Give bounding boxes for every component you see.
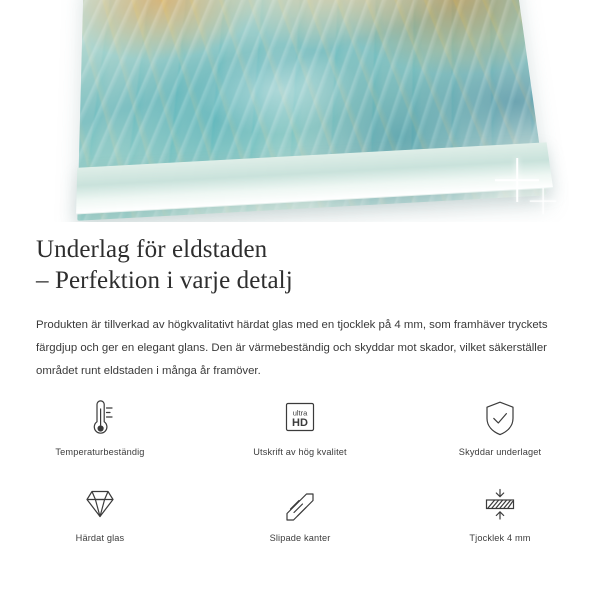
feature-label: Härdat glas xyxy=(75,533,125,543)
thermometer-icon xyxy=(83,398,117,440)
svg-text:ultra: ultra xyxy=(292,408,308,418)
page-title-line-1: Underlag för eldstaden xyxy=(36,236,268,263)
product-description-text: Produkten är tillverkad av högkvalitativt härdat glas med en tjocklek på 4 mm, som framhäver tryckets färgdjup och ger en elegant glans. Den är värmebeständig och skyddar mot skador, vilket säkerställer området runt eldstaden i många år framöver. xyxy=(36,319,548,377)
product-hero-image xyxy=(0,0,600,222)
page-title-line-2: – Perfektion i varje detalj xyxy=(36,267,293,294)
shield-check-icon xyxy=(482,398,518,440)
feature-label: Tjocklek 4 mm xyxy=(469,533,531,543)
feature-label: Slipade kanter xyxy=(269,533,331,543)
thickness-icon xyxy=(480,484,520,526)
feature-item-protection xyxy=(400,398,600,472)
svg-text:HD: HD xyxy=(292,417,308,429)
feature-label: Utskrift av hög kvalitet xyxy=(253,447,347,457)
description-content xyxy=(0,222,600,383)
feature-item-thickness xyxy=(400,484,600,558)
polished-edges-icon xyxy=(280,484,320,526)
feature-label: Temperaturbeständig xyxy=(55,447,145,457)
feature-grid xyxy=(0,398,600,558)
feature-item-polished-edges xyxy=(200,484,400,558)
page-title xyxy=(0,234,600,296)
feature-item-tempered-glass xyxy=(0,484,200,558)
feature-label: Skyddar underlaget xyxy=(458,447,542,457)
ultra-hd-icon xyxy=(280,398,320,440)
feature-item-print-quality xyxy=(200,398,400,472)
diamond-icon xyxy=(79,484,121,526)
feature-item-temperature xyxy=(0,398,200,472)
